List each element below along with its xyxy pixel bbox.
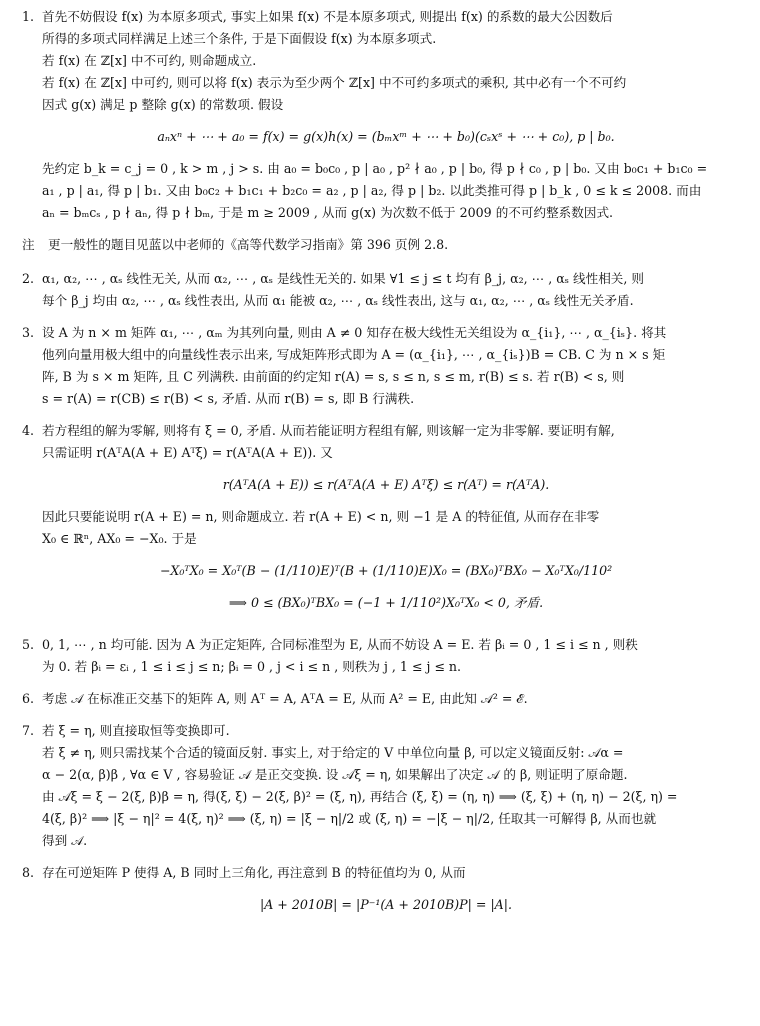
- text-line: α − 2(α, β)β , ∀α ∈ V , 容易验证 𝒜 是正交变换. 设 𝒜ξ = η, 如果解出了决定 𝒜 的 β, 则证明了原命题.: [42, 767, 628, 782]
- note-text: 更一般性的题目见蓝以中老师的《高等代数学习指南》第 396 页例 2.8.: [48, 237, 449, 252]
- text-line: a₁ , p | a₁, 得 p | b₁. 又由 b₀c₂ + b₁c₁ + b₂c₀ = a₂ , p | a₂, 得 p | b₂. 以此类推可得 p | b_k , 0 ≤ k ≤ 2008. 而由: [42, 183, 702, 198]
- text-line: α₁, α₂, ⋯ , αₛ 线性无关, 从而 α₂, ⋯ , αₛ 是线性无关的. 如果 ∀1 ≤ j ≤ t 均有 β_j, α₂, ⋯ , αₛ 线性相关, 则: [42, 271, 644, 286]
- item-body: [42, 720, 730, 852]
- text-line: 若方程组的解为零解, 则将有 ξ = 0, 矛盾. 从而若能证明方程组有解, 则该解一定为非零解. 要证明有解,: [42, 423, 615, 438]
- solution-item-8: [22, 862, 730, 926]
- display-equation: ⟹ 0 ≤ (BX₀)ᵀBX₀ = (−1 + 1/110²)X₀ᵀX₀ < 0, 矛盾.: [228, 595, 544, 610]
- item-number: 7.: [22, 723, 35, 738]
- text-line: 考虑 𝒜 在标准正交基下的矩阵 A, 则 Aᵀ = A, AᵀA = E, 从而 A² = E, 由此知 𝒜² = ℰ.: [42, 691, 528, 706]
- item-number: 4.: [22, 423, 35, 438]
- item-number: 5.: [22, 637, 35, 652]
- text-line: 为 0. 若 βᵢ = εᵢ , 1 ≤ i ≤ j ≤ n; βᵢ = 0 , j < i ≤ n , 则秩为 j , 1 ≤ j ≤ n.: [42, 659, 462, 674]
- text-line: 4(ξ, β)² ⟹ |ξ − η|² = 4(ξ, η)² ⟹ (ξ, η) = |ξ − η|/2 或 (ξ, η) = −|ξ − η|/2, 任取其一可解得 β, 从而也就: [42, 811, 657, 826]
- text-line: 若 f(x) 在 ℤ[x] 中可约, 则可以将 f(x) 表示为至少两个 ℤ[x] 中不可约多项式的乘积, 其中必有一个不可约: [42, 75, 627, 90]
- text-line: 若 ξ ≠ η, 则只需找某个合适的镜面反射. 事实上, 对于给定的 V 中单位向量 β, 可以定义镜面反射: 𝒜α =: [42, 745, 624, 760]
- text-line: 因此只要能说明 r(A + E) = n, 则命题成立. 若 r(A + E) < n, 则 −1 是 A 的特征值, 从而存在非零: [42, 509, 600, 524]
- solution-item-6: [22, 688, 730, 710]
- item-number: 6.: [22, 691, 35, 706]
- item-number: 8.: [22, 865, 35, 880]
- text-line: 阵, B 为 s × m 矩阵, 且 C 列满秩. 由前面的约定知 r(A) = s, s ≤ n, s ≤ m, r(B) ≤ s. 若 r(B) < s, 则: [42, 369, 625, 384]
- text-line: 若 f(x) 在 ℤ[x] 中不可约, 则命题成立.: [42, 53, 257, 68]
- solution-item-1: [22, 6, 730, 224]
- text-line: 设 A 为 n × m 矩阵 α₁, ⋯ , αₘ 为其列向量, 则由 A ≠ 0 知存在极大线性无关组设为 α_{i₁}, ⋯ , α_{iₛ}. 将其: [42, 325, 667, 340]
- display-equation: −X₀ᵀX₀ = X₀ᵀ(B − (1/110)E)ᵀ(B + (1/110)E)X₀ = (BX₀)ᵀBX₀ − X₀ᵀX₀/110²: [159, 563, 613, 578]
- text-line: 先约定 b_k = c_j = 0 , k > m , j > s. 由 a₀ = b₀c₀ , p | a₀ , p² ∤ a₀ , p | b₀, 得 p ∤ c₀ , p | b₀. 又由 b₀c₁ + b₁c₀ =: [42, 161, 708, 176]
- display-equation: aₙxⁿ + ⋯ + a₀ = f(x) = g(x)h(x) = (bₘxᵐ + ⋯ + b₀)(cₛxˢ + ⋯ + c₀), p | b₀.: [157, 129, 615, 144]
- display-equation: r(AᵀA(A + E)) ≤ r(AᵀA(A + E) Aᵀξ) ≤ r(Aᵀ) = r(AᵀA).: [222, 477, 550, 492]
- text-line: 因式 g(x) 满足 p 整除 g(x) 的常数项. 假设: [42, 97, 284, 112]
- text-line: s = r(A) = r(CB) ≤ r(B) < s, 矛盾. 从而 r(B) = s, 即 B 行满秩.: [42, 391, 415, 406]
- text-line: aₙ = bₘcₛ , p ∤ aₙ, 得 p ∤ bₘ, 于是 m ≥ 2009 , 从而 g(x) 为次数不低于 2009 的不可约整系数因式.: [42, 205, 614, 220]
- solution-item-5: [22, 634, 730, 678]
- item-number: 1.: [22, 9, 35, 24]
- text-line: 0, 1, ⋯ , n 均可能. 因为 A 为正定矩阵, 合同标准型为 E, 从而不妨设 A = E. 若 βᵢ = 0 , 1 ≤ i ≤ n , 则秩: [42, 637, 638, 652]
- item-body: [42, 862, 730, 926]
- text-line: 他列向量用极大组中的向量线性表示出来, 写成矩阵形式即为 A = (α_{i₁}, ⋯ , α_{iₛ})B = CB. C 为 n × s 矩: [42, 347, 666, 362]
- display-equation: |A + 2010B| = |P⁻¹(A + 2010B)P| = |A|.: [259, 897, 513, 912]
- item-body: [42, 268, 730, 312]
- text-line: 每个 β_j 均由 α₂, ⋯ , αₛ 线性表出, 从而 α₁ 能被 α₂, ⋯ , αₛ 线性表出, 这与 α₁, α₂, ⋯ , αₛ 线性无关矛盾.: [42, 293, 634, 308]
- solution-item-4: [22, 420, 730, 624]
- text-line: 若 ξ = η, 则直接取恒等变换即可.: [42, 723, 230, 738]
- item-body: [42, 322, 730, 410]
- text-line: 得到 𝒜.: [42, 833, 88, 848]
- item-number: 2.: [22, 271, 35, 286]
- item-body: [42, 634, 730, 678]
- text-line: 存在可逆矩阵 P 使得 A, B 同时上三角化, 再注意到 B 的特征值均为 0, 从而: [42, 865, 466, 880]
- item-body: [42, 420, 730, 624]
- item-body: [42, 688, 730, 710]
- text-line: X₀ ∈ ℝⁿ, AX₀ = −X₀. 于是: [42, 531, 197, 546]
- text-line: 由 𝒜ξ = ξ − 2(ξ, β)β = η, 得(ξ, ξ) − 2(ξ, β)² = (ξ, η), 再结合 (ξ, ξ) = (η, η) ⟹ (ξ, ξ) + (η, η) − 2(ξ, η) =: [42, 789, 678, 804]
- item-body: [42, 6, 730, 224]
- solution-item-3: [22, 322, 730, 410]
- text-line: 只需证明 r(AᵀA(A + E) Aᵀξ) = r(AᵀA(A + E)). 又: [42, 445, 333, 460]
- text-line: 所得的多项式同样满足上述三个条件, 于是下面假设 f(x) 为本原多项式.: [42, 31, 437, 46]
- note-tag: 注: [22, 237, 35, 252]
- text-line: 首先不妨假设 f(x) 为本原多项式, 事实上如果 f(x) 不是本原多项式, 则提出 f(x) 的系数的最大公因数后: [42, 9, 613, 24]
- note: [22, 234, 730, 256]
- item-number: 3.: [22, 325, 35, 340]
- solution-item-2: [22, 268, 730, 312]
- solution-item-7: [22, 720, 730, 852]
